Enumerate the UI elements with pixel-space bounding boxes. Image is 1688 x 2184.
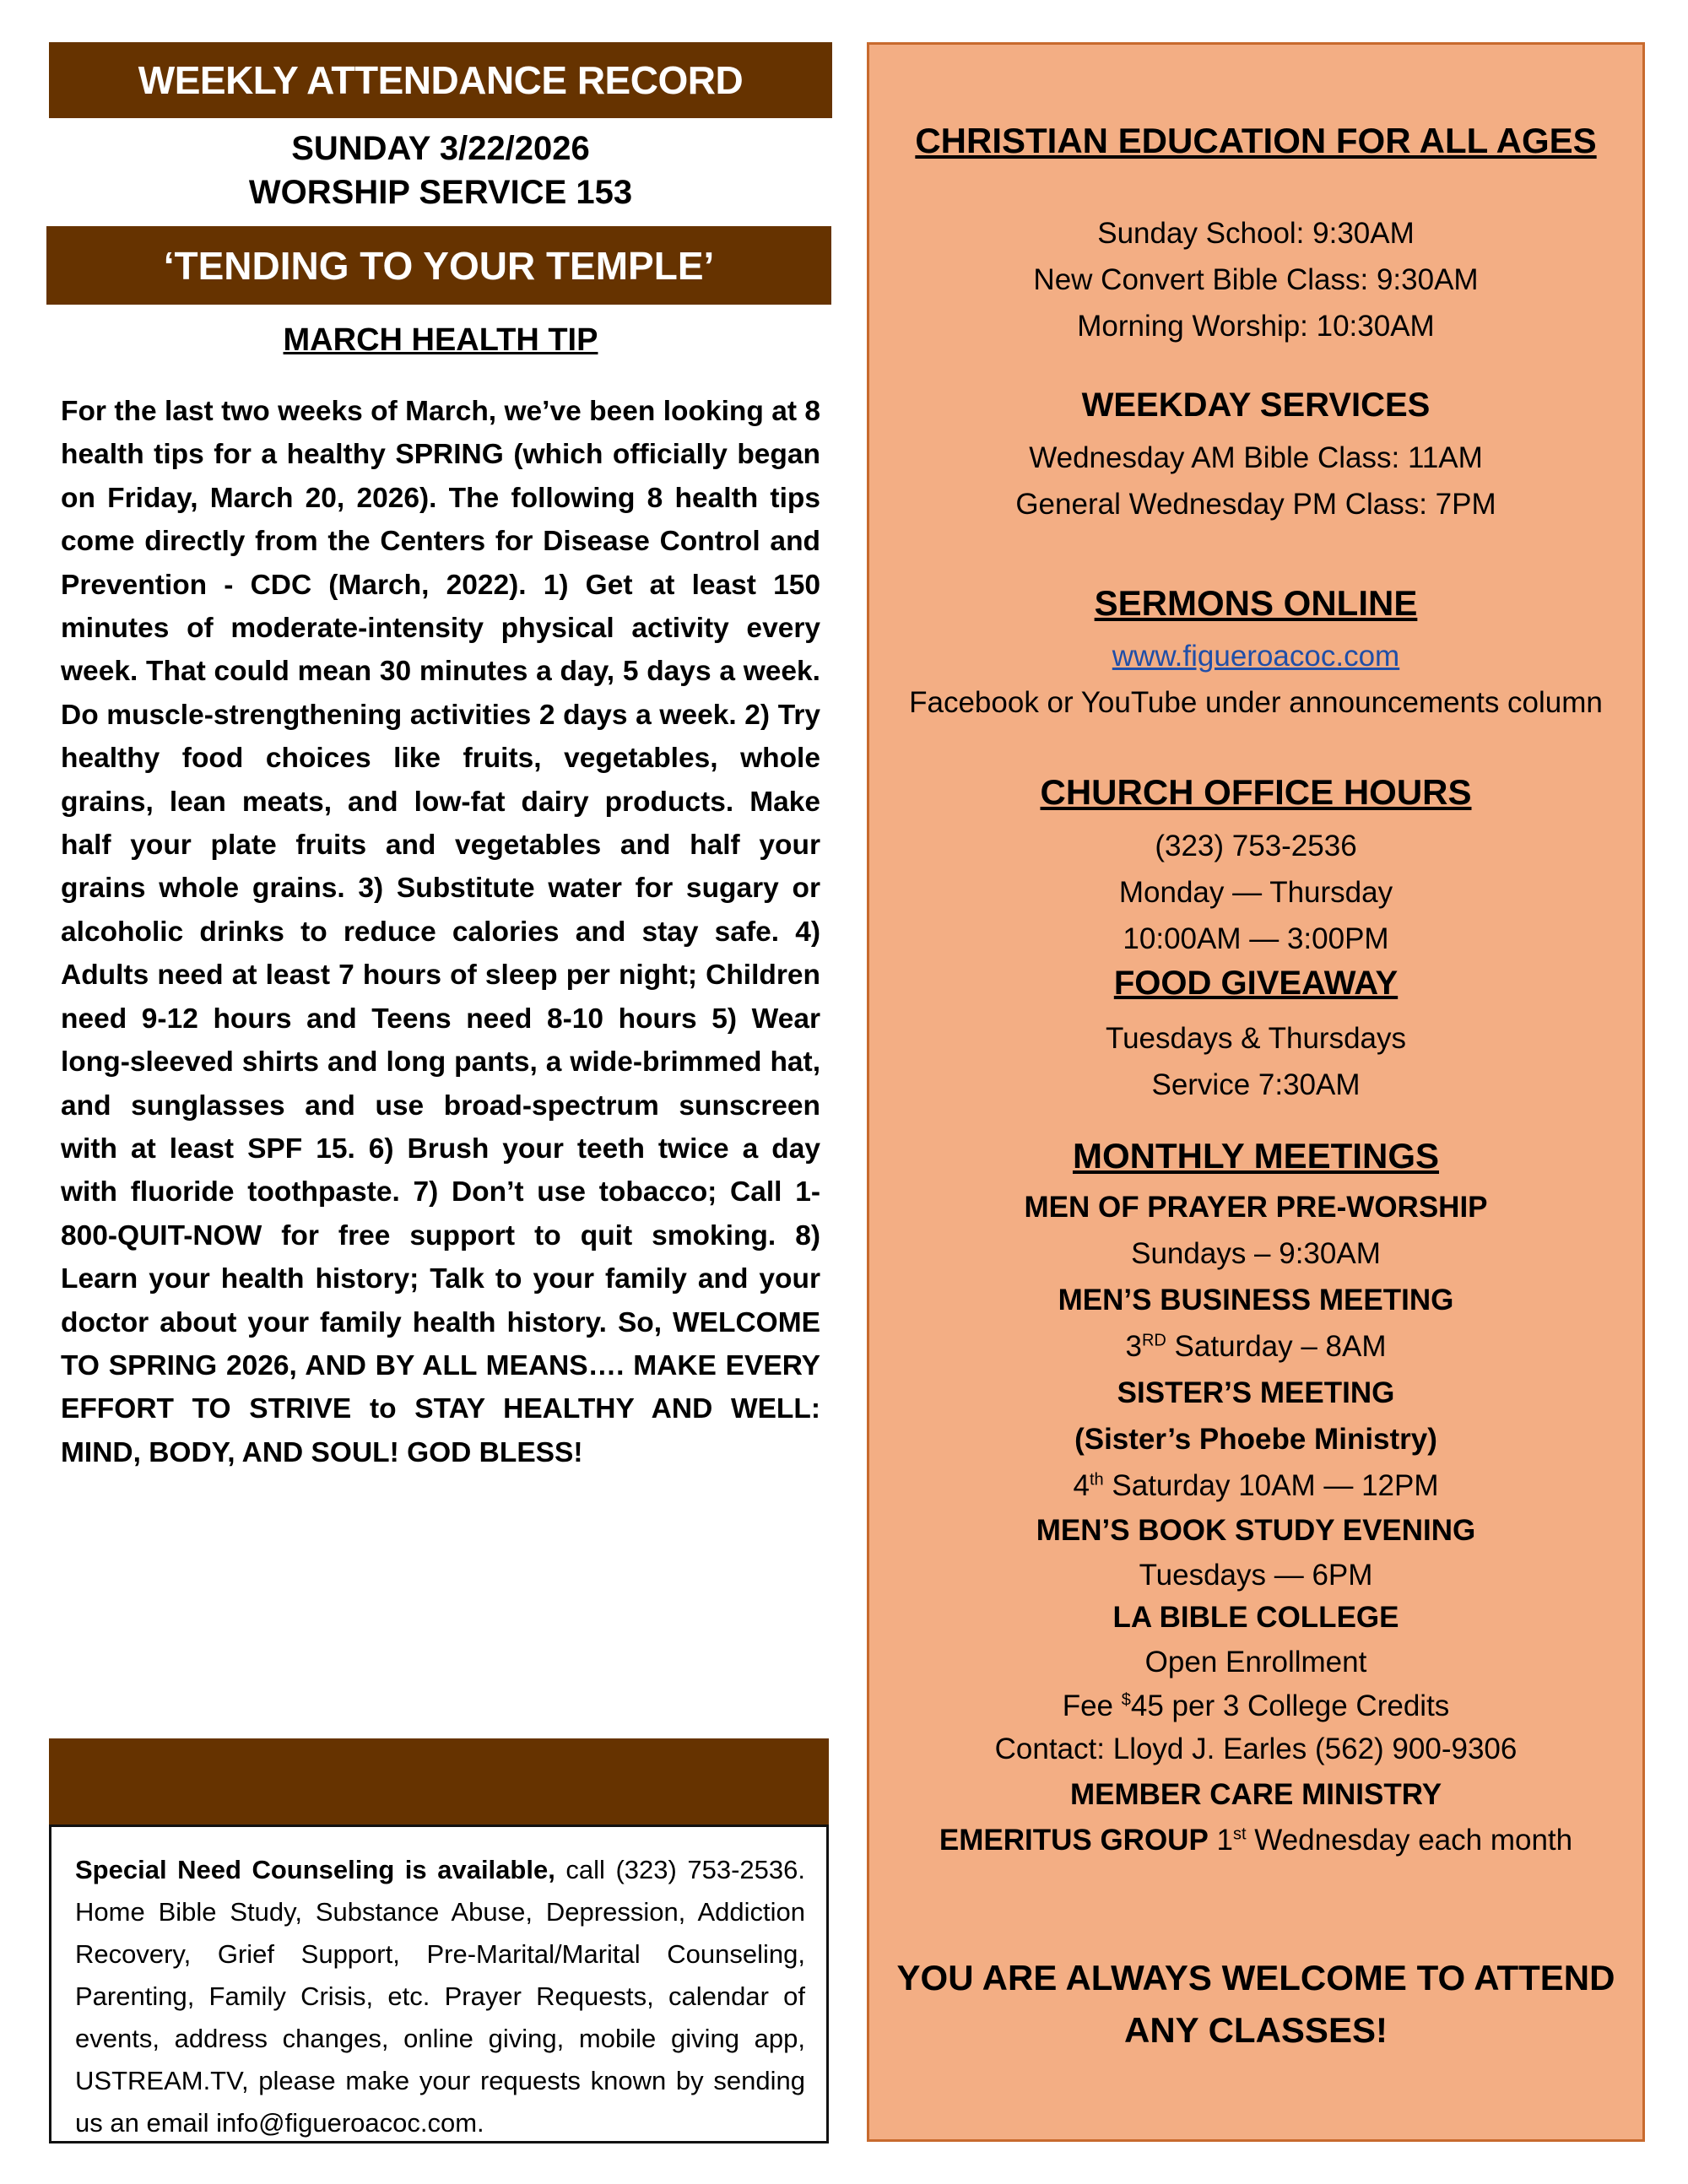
- counseling-lead: Special Need Counseling is available,: [75, 1855, 555, 1884]
- sermon-banner: [46, 226, 831, 305]
- service-number: WORSHIP SERVICE 153: [248, 174, 633, 211]
- wednesday-am-class: Wednesday AM Bible Class: 11AM: [1029, 441, 1483, 474]
- sermons-heading: SERMONS ONLINE: [1094, 583, 1418, 623]
- business-meeting-title: MEN’S BUSINESS MEETING: [1058, 1284, 1454, 1316]
- bible-college-contact: Contact: Lloyd J. Earles (562) 900-9306: [994, 1733, 1518, 1765]
- service-date: SUNDAY 3/22/2026: [291, 130, 590, 167]
- sister-meeting-subtitle: (Sister’s Phoebe Ministry): [1074, 1423, 1437, 1456]
- health-tip-heading: MARCH HEALTH TIP: [283, 322, 598, 358]
- sunday-school-time: Sunday School: 9:30AM: [1097, 217, 1415, 250]
- emeritus-group-line: EMERITUS GROUP 1st Wednesday each month: [939, 1824, 1573, 1857]
- website-link[interactable]: www.figueroacoc.com: [1112, 640, 1400, 673]
- monthly-meetings-heading: MONTHLY MEETINGS: [1072, 1136, 1440, 1176]
- bible-college-fee: Fee $45 per 3 College Credits: [1062, 1689, 1450, 1722]
- new-convert-class-time: New Convert Bible Class: 9:30AM: [1033, 263, 1479, 296]
- bible-college-title: LA BIBLE COLLEGE: [1112, 1601, 1399, 1634]
- attendance-banner: [49, 42, 832, 118]
- food-giveaway-heading: FOOD GIVEAWAY: [1113, 965, 1399, 1002]
- office-time: 10:00AM — 3:00PM: [1123, 922, 1389, 955]
- education-heading: CHRISTIAN EDUCATION FOR ALL AGES: [915, 121, 1597, 160]
- prayer-meeting-title: MEN OF PRAYER PRE-WORSHIP: [1024, 1191, 1488, 1224]
- food-giveaway-time: Service 7:30AM: [1151, 1068, 1361, 1101]
- counseling-box: [49, 1825, 829, 2143]
- service-info: [49, 127, 832, 214]
- office-hours-heading: CHURCH OFFICE HOURS: [1040, 772, 1472, 812]
- business-meeting-time: 3RD Saturday – 8AM: [1125, 1330, 1387, 1363]
- office-phone: (323) 753-2536: [1155, 830, 1357, 862]
- food-giveaway-days: Tuesdays & Thursdays: [1106, 1022, 1406, 1055]
- book-study-time: Tuesdays — 6PM: [1139, 1559, 1373, 1592]
- wednesday-pm-class: General Wednesday PM Class: 7PM: [1015, 488, 1496, 521]
- welcome-message: [869, 1952, 1642, 2057]
- sermon-title: ‘TENDING TO YOUR TEMPLE’: [163, 243, 715, 288]
- right-info-panel: [867, 42, 1645, 2142]
- sermons-note: Facebook or YouTube under announcements column: [909, 686, 1603, 719]
- welcome-line-1: YOU ARE ALWAYS WELCOME TO ATTEND: [896, 1958, 1615, 1997]
- member-care-title: MEMBER CARE MINISTRY: [1069, 1778, 1442, 1811]
- welcome-line-2: ANY CLASSES!: [1124, 2010, 1388, 2050]
- sister-meeting-time: 4th Saturday 10AM — 12PM: [1073, 1469, 1439, 1502]
- bible-college-enrollment: Open Enrollment: [1144, 1646, 1367, 1679]
- weekday-heading: WEEKDAY SERVICES: [1081, 387, 1431, 424]
- sister-meeting-title: SISTER’S MEETING: [1117, 1376, 1395, 1409]
- morning-worship-time: Morning Worship: 10:30AM: [1077, 310, 1435, 343]
- book-study-title: MEN’S BOOK STUDY EVENING: [1036, 1514, 1476, 1547]
- attendance-title: WEEKLY ATTENDANCE RECORD: [138, 58, 744, 102]
- counseling-header-bar: [49, 1738, 829, 1826]
- counseling-body: call (323) 753-2536. Home Bible Study, Substance Abuse, Depression, Addiction Recovery, Grief Support, Pre-Marital/Marital Counseling, Parenting, Family Crisis, etc. Prayer Requests, calendar of events, address changes, online giving, mobile giving app, USTREAM.TV, please make your requests known by sending us an email info@figueroacoc.com.: [75, 1855, 805, 2138]
- office-days: Monday — Thursday: [1118, 876, 1393, 909]
- prayer-meeting-time: Sundays – 9:30AM: [1131, 1237, 1381, 1270]
- health-tip-body: For the last two weeks of March, we’ve been looking at 8 health tips for a healthy SPRING (which officially began on Friday, March 20, 2026). The following 8 health tips come directly from the Centers for Disease Control and Prevention - CDC (March, 2022). 1) Get at least 150 minutes of moderate-intensity physical activity every week. That could mean 30 minutes a day, 5 days a week. Do muscle-strengthening activities 2 days a week. 2) Try healthy food choices like fruits, vegetables, whole grains, lean meats, and low-fat dairy products. Make half your plate fruits and vegetables and half your grains whole grains. 3) Substitute water for sugary or alcoholic drinks to reduce calories and stay safe. 4) Adults need at least 7 hours of sleep per night; Children need 9-12 hours and Teens need 8-10 hours 5) Wear long-sleeved shirts and long pants, a wide-brimmed hat, and sunglasses and use broad-spectrum sunscreen with at least SPF 15. 6) Brush your teeth twice a day with fluoride toothpaste. 7) Don’t use tobacco; Call 1-800-QUIT-NOW for free support to quit smoking. 8) Learn your health history; Talk to your family and your doctor about your family health history. So, WELCOME TO SPRING 2026, AND BY ALL MEANS…. MAKE EVERY EFFORT TO STRIVE to STAY HEALTHY AND WELL: MIND, BODY, AND SOUL! GOD BLESS!: [61, 396, 820, 1468]
